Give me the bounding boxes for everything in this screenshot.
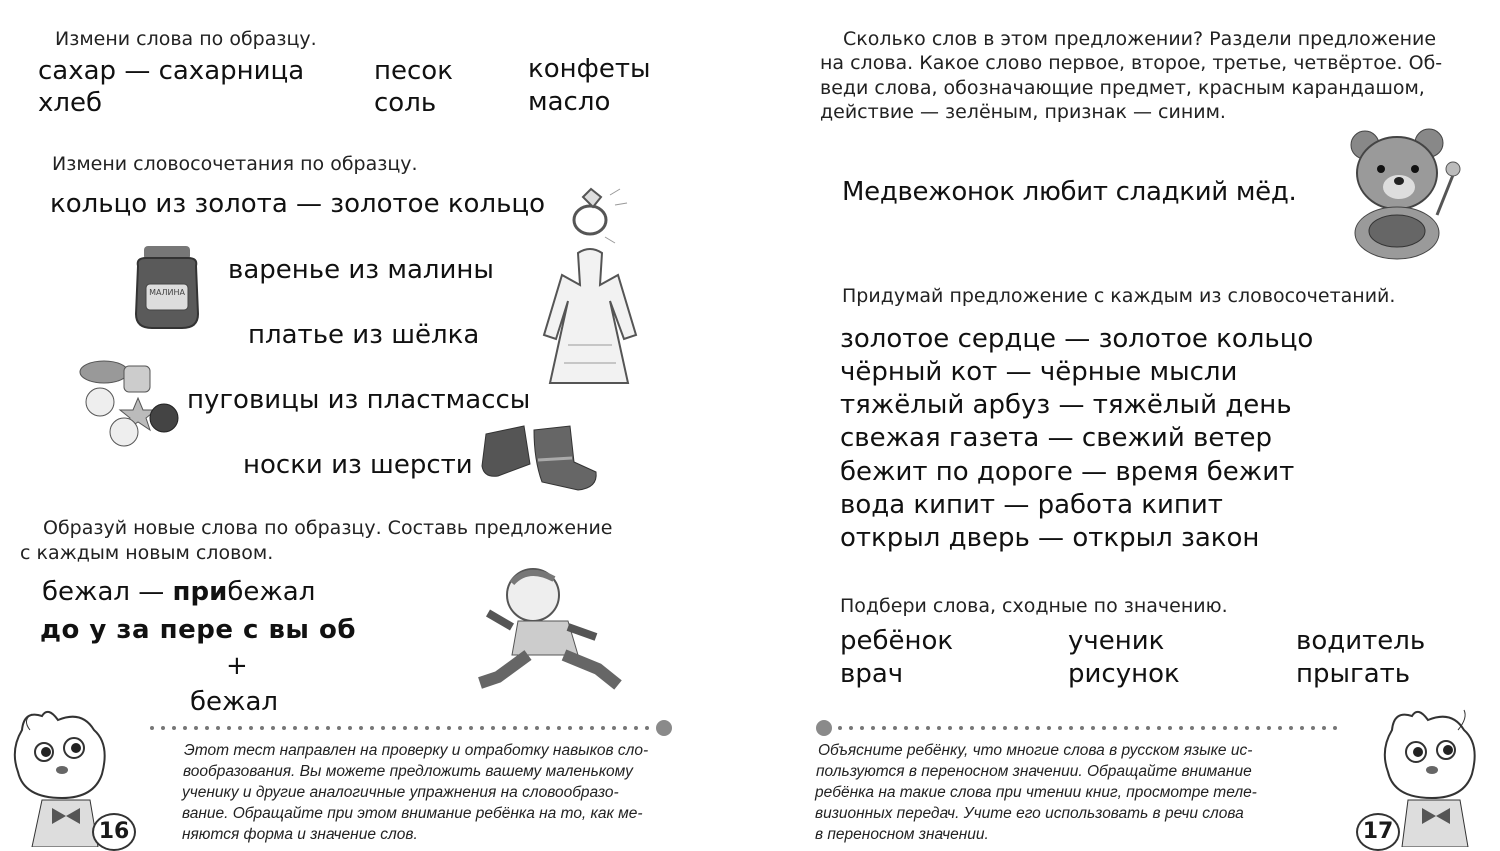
example-base: бежал — bbox=[42, 577, 173, 607]
jam-jar-label: МАЛИНА bbox=[149, 288, 185, 297]
right-note-line-4: визионных передач. Учите его использовать в речи слова bbox=[815, 805, 1244, 822]
left-ex1-instruction: Измени слова по образцу. bbox=[55, 28, 317, 50]
phrase-zolotoe: золотое сердце — золотое кольцо bbox=[840, 324, 1314, 354]
right-divider bbox=[816, 717, 1346, 727]
phrase-noski: носки из шерсти bbox=[243, 450, 473, 480]
word-vrach: врач bbox=[840, 659, 904, 689]
left-note-line-4: вание. Обращайте при этом внимание ребёнка на то, как ме- bbox=[182, 805, 643, 822]
word-sakhar: сахар — сахарница bbox=[38, 56, 305, 86]
left-note-line-5: няются форма и значение слов. bbox=[182, 826, 418, 843]
right-ex3-instruction: Подбери слова, сходные по значению. bbox=[840, 595, 1228, 617]
phrase-varenye: варенье из малины bbox=[228, 255, 494, 285]
right-note-line-2: пользуются в переносном значении. Обращайте внимание bbox=[816, 763, 1252, 780]
phrase-bezhit: бежит по дороге — время бежит bbox=[840, 457, 1295, 487]
word-voditel: водитель bbox=[1296, 626, 1426, 656]
right-ex1-instruction-1: Сколько слов в этом предложении? Раздели предложение bbox=[843, 28, 1437, 50]
page-number-left: 16 bbox=[92, 813, 136, 851]
left-note-line-3: ученику и другие аналогичные упражнения на словообразо- bbox=[182, 784, 619, 801]
root-word: бежал bbox=[190, 687, 279, 717]
page-number-right: 17 bbox=[1356, 813, 1400, 851]
buttons-icon bbox=[78, 358, 188, 448]
example-root: бежал bbox=[227, 577, 316, 607]
word-konfety: конфеты bbox=[528, 54, 651, 84]
left-note-line-1: Этот тест направлен на проверку и отработку навыков сло- bbox=[184, 742, 649, 759]
word-risunok: рисунок bbox=[1068, 659, 1180, 689]
left-divider bbox=[150, 717, 680, 727]
left-ex3-instruction-2: с каждым новым словом. bbox=[20, 542, 274, 564]
word-khleb: хлеб bbox=[38, 88, 103, 118]
left-note-line-2: вообразования. Вы можете предложить вашему маленькому bbox=[183, 763, 633, 780]
phrase-platye: платье из шёлка bbox=[248, 320, 480, 350]
word-rebenok: ребёнок bbox=[840, 626, 954, 656]
phrase-pugovitsy: пуговицы из пластмассы bbox=[187, 385, 531, 415]
right-ex1-instruction-3: веди слова, обозначающие предмет, красным карандашом, bbox=[820, 77, 1425, 99]
prefix-list: до у за пере с вы об bbox=[40, 615, 357, 645]
right-ex2-instruction: Придумай предложение с каждым из словосочетаний. bbox=[842, 285, 1396, 307]
dress-icon bbox=[540, 245, 640, 390]
plus-sign: + bbox=[226, 651, 248, 681]
teddy-bear-icon bbox=[1345, 125, 1470, 260]
word-pesok: песок bbox=[374, 56, 453, 86]
socks-icon bbox=[478, 420, 600, 495]
right-ex1-instruction-4: действие — зелёным, признак — синим. bbox=[820, 101, 1226, 123]
word-uchenik: ученик bbox=[1068, 626, 1165, 656]
word-sol: соль bbox=[374, 88, 437, 118]
phrase-otkryl: открыл дверь — открыл закон bbox=[840, 523, 1260, 553]
word-prygat: прыгать bbox=[1296, 659, 1411, 689]
phrase-koltso: кольцо из золота — золотое кольцо bbox=[50, 189, 546, 219]
example-word bbox=[42, 577, 315, 607]
right-ex1-instruction-2: на слова. Какое слово первое, второе, третье, четвёртое. Об- bbox=[820, 52, 1443, 74]
phrase-svezhaya: свежая газета — свежий ветер bbox=[840, 423, 1272, 453]
ring-icon bbox=[565, 185, 635, 245]
example-prefix: при bbox=[172, 577, 228, 607]
phrase-chernyi: чёрный кот — чёрные мысли bbox=[840, 357, 1238, 387]
bear-sentence: Медвежонок любит сладкий мёд. bbox=[842, 177, 1297, 207]
right-note-line-1: Объясните ребёнку, что многие слова в русском языке ис- bbox=[818, 742, 1253, 759]
left-ex2-instruction: Измени словосочетания по образцу. bbox=[52, 153, 418, 175]
right-note-line-5: в переносном значении. bbox=[815, 826, 989, 843]
right-note-line-3: ребёнка на такие слова при чтении книг, просмотре теле- bbox=[815, 784, 1257, 801]
phrase-tyazhelyi: тяжёлый арбуз — тяжёлый день bbox=[840, 390, 1292, 420]
word-maslo: масло bbox=[528, 87, 611, 117]
left-ex3-instruction-1: Образуй новые слова по образцу. Составь предложение bbox=[43, 517, 613, 539]
jam-jar-icon bbox=[132, 244, 202, 332]
running-boy-icon bbox=[468, 565, 633, 700]
phrase-voda: вода кипит — работа кипит bbox=[840, 490, 1223, 520]
